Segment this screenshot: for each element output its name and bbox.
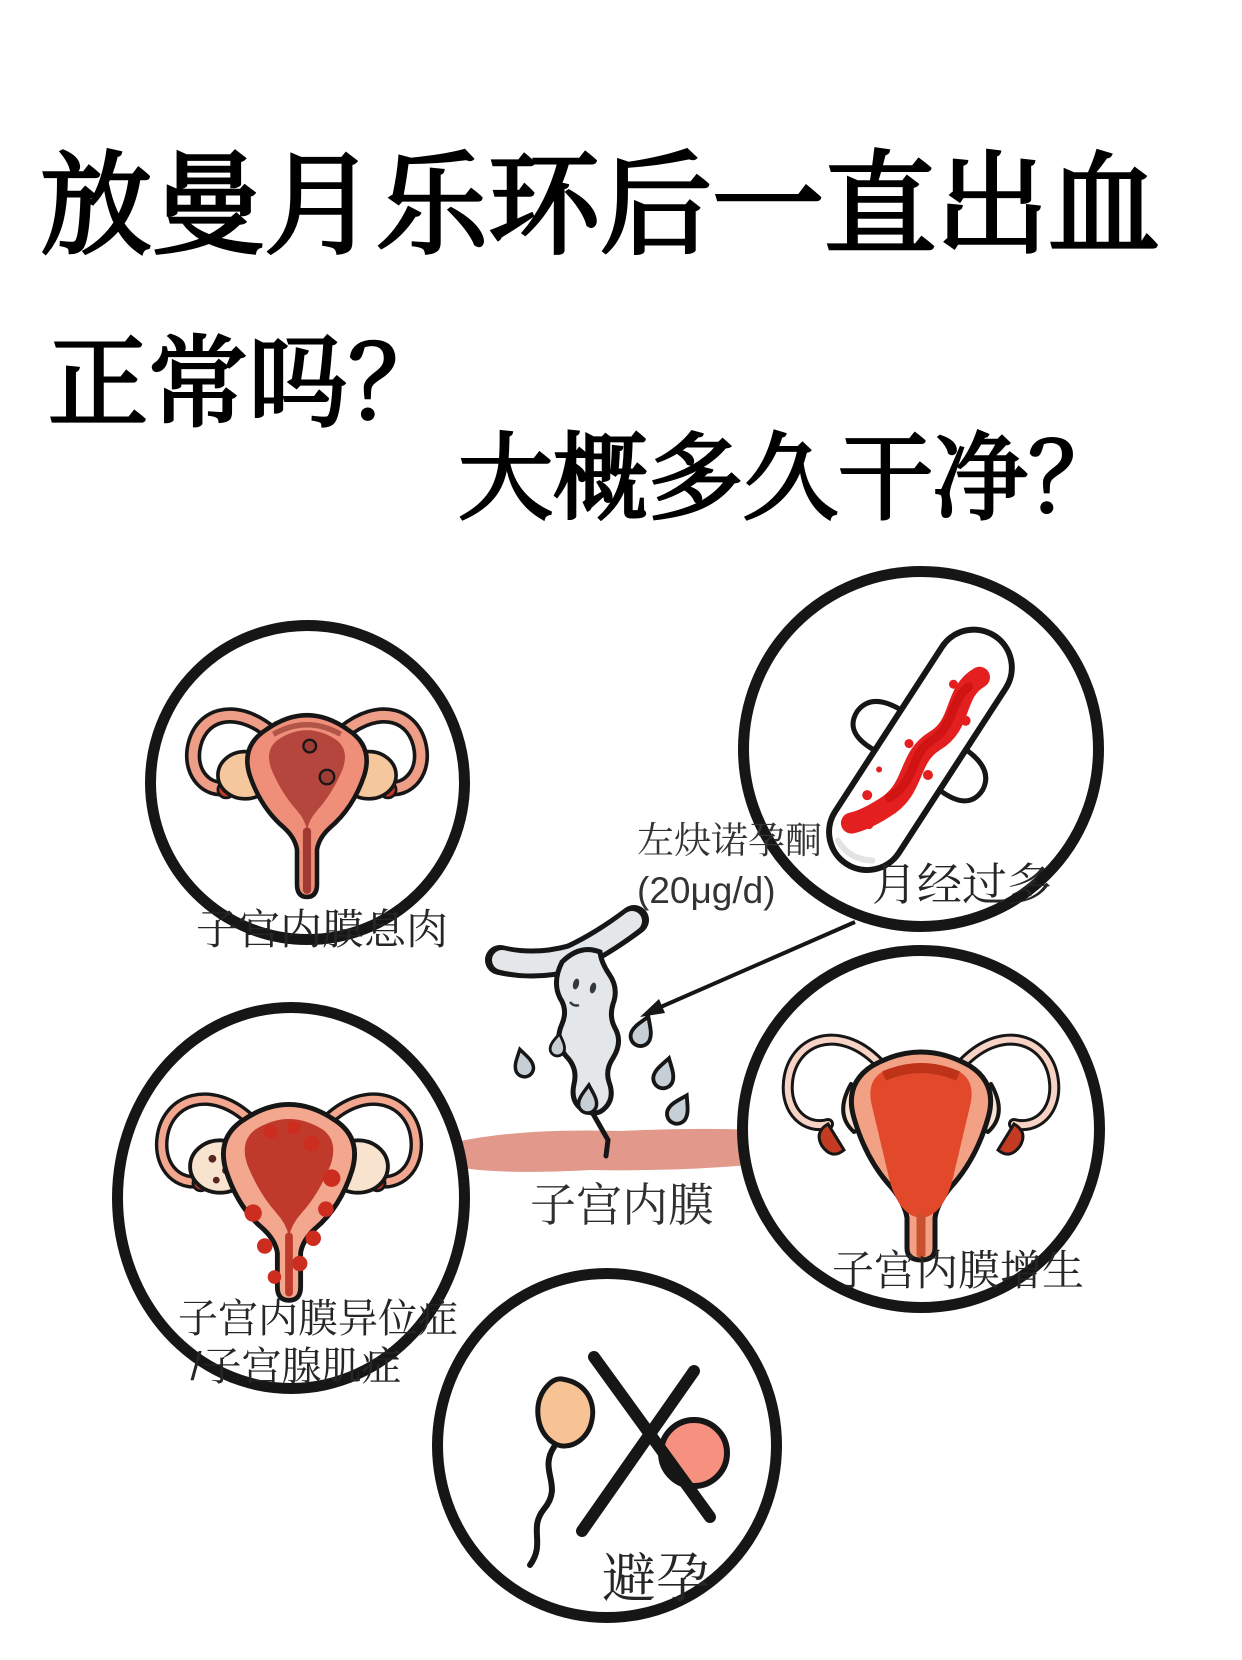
label-endometrial-polyp: 子宫内膜息肉 — [195, 906, 449, 953]
label-endometriosis-line2: /子宫腺肌症 — [190, 1345, 402, 1389]
label-hormone — [637, 816, 822, 916]
hormone-dose: (20μg/d) — [637, 869, 776, 911]
title-line3: 大概多久干净？ — [458, 426, 1124, 532]
uterus-polyp-illustration — [157, 637, 457, 937]
title-line2: 正常吗？ — [48, 328, 448, 440]
label-endometriosis-line1: 子宫内膜异位症 — [178, 1297, 458, 1341]
label-endometrium: 子宫内膜 — [530, 1179, 714, 1231]
label-heavy-menstruation: 月经过多 — [871, 859, 1053, 910]
uterus-hyperplasia-illustration — [756, 964, 1086, 1294]
label-hyperplasia: 子宫内膜增生 — [831, 1247, 1085, 1294]
circle-endometrial-polyp — [145, 620, 470, 945]
label-contraception: 避孕 — [602, 1549, 710, 1609]
iud-icon — [500, 920, 634, 1156]
sperm-icon — [530, 1379, 593, 1565]
uterus-endometriosis-illustration — [129, 1023, 449, 1343]
title-line1: 放曼月乐环后一直出血 — [40, 143, 1160, 268]
hormone-name: 左炔诺孕酮 — [637, 820, 822, 861]
endometrium-band — [456, 1129, 782, 1172]
